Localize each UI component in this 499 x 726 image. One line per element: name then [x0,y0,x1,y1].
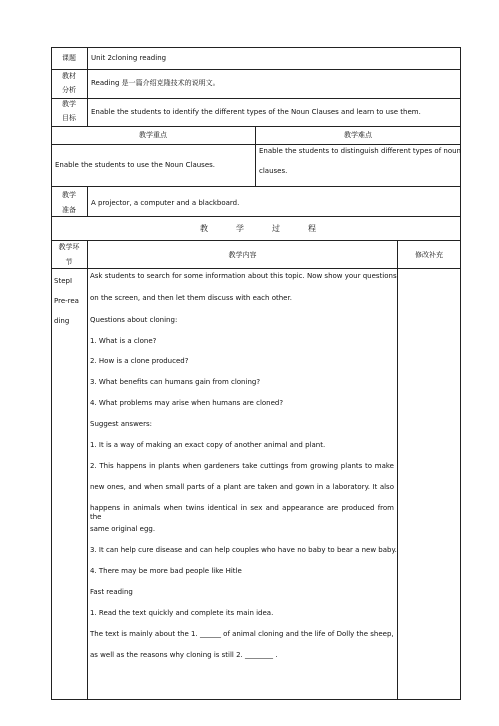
answer-item: 4. There may be more bad people like Hitle [90,567,242,575]
difficulty-label: 教学难点 [344,131,372,139]
stage-label: ding [54,317,70,325]
key-point-value: Enable the students to use the Noun Clauses. [55,161,215,169]
row-divider [51,144,461,145]
row-divider [51,69,461,70]
topic-label: 课题 [62,54,76,62]
question-item: 1. What is a clone? [90,337,157,345]
prep-value: A projector, a computer and a blackboard. [91,199,240,207]
answer-item: happens in animals when twins identical in sex and appearance are produced from the [90,504,394,521]
suggest-heading: Suggest answers: [90,420,152,428]
notes-column-header: 修改补充 [415,251,443,259]
label-column-divider [87,186,88,217]
process-title-char: 过 [272,224,280,233]
stage-label: StepI [54,277,73,285]
answer-item: 2. This happens in plants when gardeners take cuttings from growing plants to make [90,462,394,470]
main-idea-line: as well as the reasons why cloning is still 2. ________ . [90,651,278,659]
stage-column-header: 教学环 [58,243,80,251]
label-column-divider [87,47,88,127]
process-title-char: 学 [236,224,244,233]
row-divider [51,186,461,187]
content-paragraph: on the screen, and then let them discuss with each other. [90,294,292,302]
material-label: 分析 [62,86,76,94]
row-divider [51,216,461,217]
goal-label: 教学 [62,100,76,108]
answer-item: 3. It can help cure disease and can help couples who have no baby to bear a new baby. [90,546,397,554]
task-item: 1. Read the text quickly and complete its main idea. [90,609,274,617]
row-divider [51,126,461,127]
goal-value: Enable the students to identify the different types of the Noun Clauses and learn to use them. [91,108,421,116]
stage-label: Pre-rea [54,297,79,305]
content-paragraph: Ask students to search for some information about this topic. Now show your questions [90,272,397,280]
fast-reading-heading: Fast reading [90,588,133,596]
table-border-bottom [51,699,461,700]
content-column-header: 教学内容 [228,251,257,259]
prep-label: 教学 [62,191,76,199]
stage-column-divider [87,240,88,700]
stage-column-header: 节 [65,258,73,266]
material-value: Reading 是一篇介绍克隆技术的说明文。 [91,79,220,87]
row-divider [51,268,461,269]
process-title-char: 教 [200,224,208,233]
answer-item: 1. It is a way of making an exact copy of another animal and plant. [90,441,326,449]
process-title-char: 程 [308,224,316,233]
question-item: 2. How is a clone produced? [90,357,189,365]
main-idea-line: The text is mainly about the 1. ______ of animal cloning and the life of Dolly the sheep, [90,630,394,638]
material-label: 教材 [62,72,76,80]
goal-label: 目标 [62,114,76,122]
question-item: 4. What problems may arise when humans are cloned? [90,399,284,407]
content-paragraph: Questions about cloning: [90,316,178,324]
prep-label: 准备 [62,206,76,214]
row-divider [51,240,461,241]
difficulty-value: Enable the students to distinguish different types of noun [259,147,461,155]
answer-item: new ones, and when small parts of a plant are taken and gown in a laboratory. It also [90,483,394,491]
topic-value: Unit 2cloning reading [91,54,167,62]
row-divider [51,98,461,99]
key-point-label: 教学重点 [139,131,167,139]
answer-item: same original egg. [90,525,156,533]
question-item: 3. What benefits can humans gain from cloning? [90,378,261,386]
difficulty-value: clauses. [259,167,288,175]
table-border-top [51,47,461,48]
notes-column-divider [397,240,398,700]
